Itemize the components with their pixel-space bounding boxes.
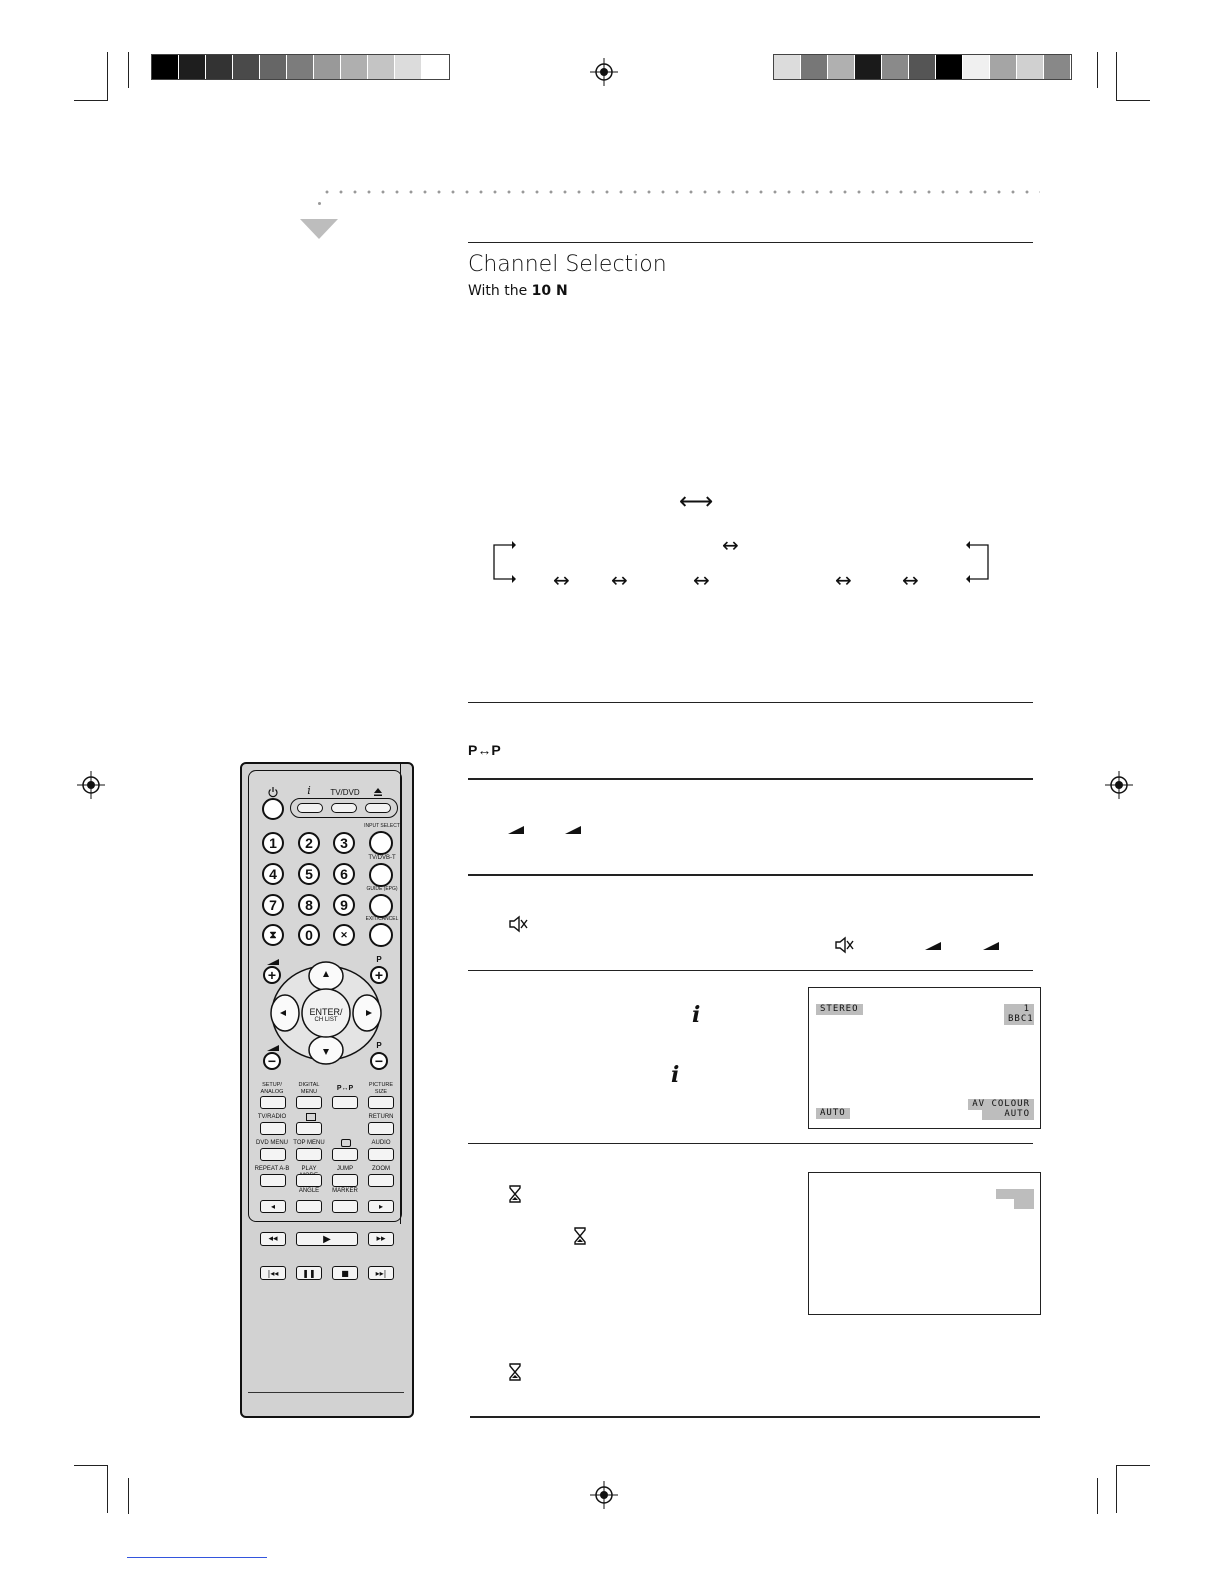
- volume-up-button[interactable]: +: [263, 966, 281, 984]
- divider: [468, 242, 1033, 243]
- crop-mark: [128, 52, 129, 88]
- subtitle-icon: [341, 1139, 351, 1147]
- return-label: RETURN: [368, 1114, 394, 1120]
- eject-button[interactable]: [365, 803, 391, 813]
- osd-auto: AUTO: [816, 1108, 850, 1119]
- number-key[interactable]: 6: [333, 863, 355, 885]
- dvd-menu-button[interactable]: [260, 1148, 286, 1161]
- play-mode-button[interactable]: [296, 1174, 322, 1187]
- next-button[interactable]: ▸▸|: [368, 1266, 394, 1280]
- fast-forward-button[interactable]: ▸▸: [368, 1232, 394, 1246]
- divider: [468, 970, 1033, 971]
- setup-button[interactable]: [260, 1096, 286, 1109]
- sleep-timer-icon: [509, 1185, 521, 1203]
- angle-button[interactable]: [296, 1200, 322, 1213]
- divider: [470, 1416, 1040, 1418]
- divider: [468, 1143, 1033, 1144]
- registration-mark-icon: [590, 58, 618, 86]
- angle-label: ANGLE: [298, 1188, 320, 1194]
- previous-button[interactable]: |◂◂: [260, 1266, 286, 1280]
- number-key[interactable]: 7: [262, 894, 284, 916]
- chlist-label: CH LIST: [314, 1017, 338, 1023]
- divider: [468, 874, 1033, 876]
- registration-mark-icon: [1105, 771, 1133, 799]
- osd-av-colour: AV COLOUR: [968, 1099, 1034, 1110]
- pp-button[interactable]: [332, 1096, 358, 1109]
- color-bar-left: [151, 54, 450, 80]
- sleep-timer-icon: [574, 1227, 586, 1245]
- marker-button[interactable]: [332, 1200, 358, 1213]
- remote-bottom-line: [248, 1392, 404, 1393]
- osd-timer-block: [1014, 1199, 1034, 1209]
- number-key[interactable]: 5: [298, 863, 320, 885]
- crop-mark: [74, 1465, 108, 1466]
- guide-label: GUIDE (EPG): [366, 886, 398, 892]
- subtitle-prefix: With the: [468, 283, 532, 299]
- volume-icon: [925, 942, 941, 950]
- top-menu-button[interactable]: [296, 1148, 322, 1161]
- slow-reverse-button[interactable]: ◂: [260, 1200, 286, 1213]
- osd-av-colour-value: AUTO: [982, 1109, 1034, 1120]
- top-menu-label: TOP MENU: [293, 1140, 325, 1146]
- teletext-button[interactable]: [296, 1122, 322, 1135]
- double-arrow: ↔: [722, 533, 739, 557]
- jump-label: JUMP: [336, 1166, 354, 1172]
- program-up-button[interactable]: +: [370, 966, 388, 984]
- stop-button[interactable]: ■: [332, 1266, 358, 1280]
- zoom-label: ZOOM: [372, 1166, 390, 1172]
- power-icon: [267, 786, 279, 798]
- teletext-icon: [306, 1113, 316, 1121]
- program-label: P: [376, 1041, 382, 1050]
- divider: [468, 702, 1033, 703]
- info-label: i: [307, 784, 311, 797]
- tvdvd-label: TV/DVD: [330, 788, 360, 797]
- input-select-button[interactable]: [369, 831, 393, 855]
- input-select-label: INPUT SELECT: [364, 823, 400, 829]
- audio-button[interactable]: [368, 1148, 394, 1161]
- loop-bracket-left-icon: [490, 538, 516, 586]
- remote-control: [240, 762, 414, 1418]
- registration-mark-icon: [77, 771, 105, 799]
- osd-stereo: STEREO: [816, 1004, 863, 1015]
- osd-screen-info: [808, 987, 1041, 1129]
- volume-down-button[interactable]: −: [263, 1052, 281, 1070]
- slow-forward-button[interactable]: ▸: [368, 1200, 394, 1213]
- program-down-button[interactable]: −: [370, 1052, 388, 1070]
- play-mode-label: PLAY: [301, 1166, 317, 1172]
- double-arrow: ↔: [693, 568, 710, 592]
- marker-label: MARKER: [332, 1188, 358, 1194]
- pp-label: P↔P: [468, 742, 501, 758]
- osd-screen-timer: [808, 1172, 1041, 1315]
- loop-bracket-right-icon: [964, 538, 992, 586]
- pause-button[interactable]: ❚❚: [296, 1266, 322, 1280]
- zoom-button[interactable]: [368, 1174, 394, 1187]
- page-title: Channel Selection: [468, 252, 667, 277]
- number-key[interactable]: 4: [262, 863, 284, 885]
- subtitle-bold: 10 N: [531, 283, 568, 299]
- osd-timer-block: [996, 1189, 1034, 1199]
- tv-dvbt-label: TV/DVB-T: [368, 855, 396, 861]
- color-bar-right: [773, 54, 1072, 80]
- pp-button-label: P↔P: [336, 1085, 354, 1092]
- tv-dvd-button[interactable]: [331, 803, 357, 813]
- number-key[interactable]: 8: [298, 894, 320, 916]
- play-button[interactable]: ▶: [296, 1232, 358, 1246]
- subtitle-button[interactable]: [332, 1148, 358, 1161]
- sleep-timer-button[interactable]: ⧗: [262, 924, 284, 946]
- double-arrow: ↔: [902, 568, 919, 592]
- mute-button[interactable]: ✕: [333, 924, 355, 946]
- rewind-button[interactable]: ◂◂: [260, 1232, 286, 1246]
- setup-label: SETUP/ ANALOG: [260, 1082, 284, 1095]
- number-key[interactable]: 2: [298, 832, 320, 854]
- double-arrow: ↔: [611, 568, 628, 592]
- exit-label: EXIT/CANCEL: [365, 916, 399, 922]
- page-subtitle: [468, 283, 568, 299]
- dvd-menu-label: DVD MENU: [255, 1140, 288, 1146]
- crop-mark: [1116, 1465, 1150, 1466]
- crop-mark: [1116, 1465, 1117, 1513]
- remote-side-rail: [400, 764, 409, 1224]
- volume-icon: [508, 826, 524, 834]
- registration-mark-icon: [590, 1481, 618, 1509]
- volume-icon: [983, 942, 999, 950]
- osd-channel-number: 1: [1004, 1004, 1034, 1015]
- divider: [468, 778, 1033, 780]
- section-triangle-icon: [300, 219, 338, 239]
- eject-icon: [373, 787, 383, 797]
- dot-mark: [318, 202, 321, 205]
- crop-mark: [1116, 52, 1117, 100]
- crop-mark: [107, 1465, 108, 1513]
- double-arrow: ⟷: [679, 487, 714, 515]
- repeat-button[interactable]: [260, 1174, 286, 1187]
- crop-mark: [1097, 1478, 1098, 1514]
- volume-icon: [565, 826, 581, 834]
- digital-menu-label: DIGITAL MENU: [298, 1082, 320, 1095]
- mute-icon: [834, 935, 854, 955]
- audio-label: AUDIO: [371, 1140, 391, 1146]
- power-button[interactable]: [262, 798, 284, 820]
- tv-radio-label: TV/RADIO: [257, 1114, 287, 1120]
- enter-label: ENTER/: [309, 1007, 343, 1017]
- link-underline: [127, 1557, 267, 1558]
- double-arrow: ↔: [553, 568, 570, 592]
- number-key[interactable]: 1: [262, 832, 284, 854]
- number-key[interactable]: 9: [333, 894, 355, 916]
- mute-icon: [508, 914, 528, 934]
- return-button[interactable]: [368, 1122, 394, 1135]
- info-button[interactable]: [297, 803, 323, 813]
- number-key[interactable]: 3: [333, 832, 355, 854]
- tv-radio-button[interactable]: [260, 1122, 286, 1135]
- repeat-label: REPEAT A-B: [254, 1166, 290, 1172]
- number-key[interactable]: 0: [298, 924, 320, 946]
- exit-button[interactable]: [369, 923, 393, 947]
- crop-mark: [128, 1478, 129, 1514]
- double-arrow: ↔: [835, 568, 852, 592]
- guide-button[interactable]: [369, 894, 393, 918]
- osd-channel-name: BBC1: [1004, 1014, 1034, 1025]
- crop-mark: [1116, 100, 1150, 101]
- picture-size-label: PICTURE SIZE: [368, 1082, 394, 1095]
- info-icon: i: [692, 1002, 701, 1028]
- crop-mark: [74, 100, 108, 101]
- crop-mark: [107, 52, 108, 100]
- info-icon: i: [671, 1062, 680, 1088]
- jump-button[interactable]: [332, 1174, 358, 1187]
- digital-menu-button[interactable]: [296, 1096, 322, 1109]
- program-label: P: [376, 955, 382, 964]
- picture-size-button[interactable]: [368, 1096, 394, 1109]
- crop-mark: [1097, 52, 1098, 88]
- dotted-divider: [320, 190, 1040, 194]
- sleep-timer-icon: [509, 1363, 521, 1381]
- tv-dvbt-button[interactable]: [369, 863, 393, 887]
